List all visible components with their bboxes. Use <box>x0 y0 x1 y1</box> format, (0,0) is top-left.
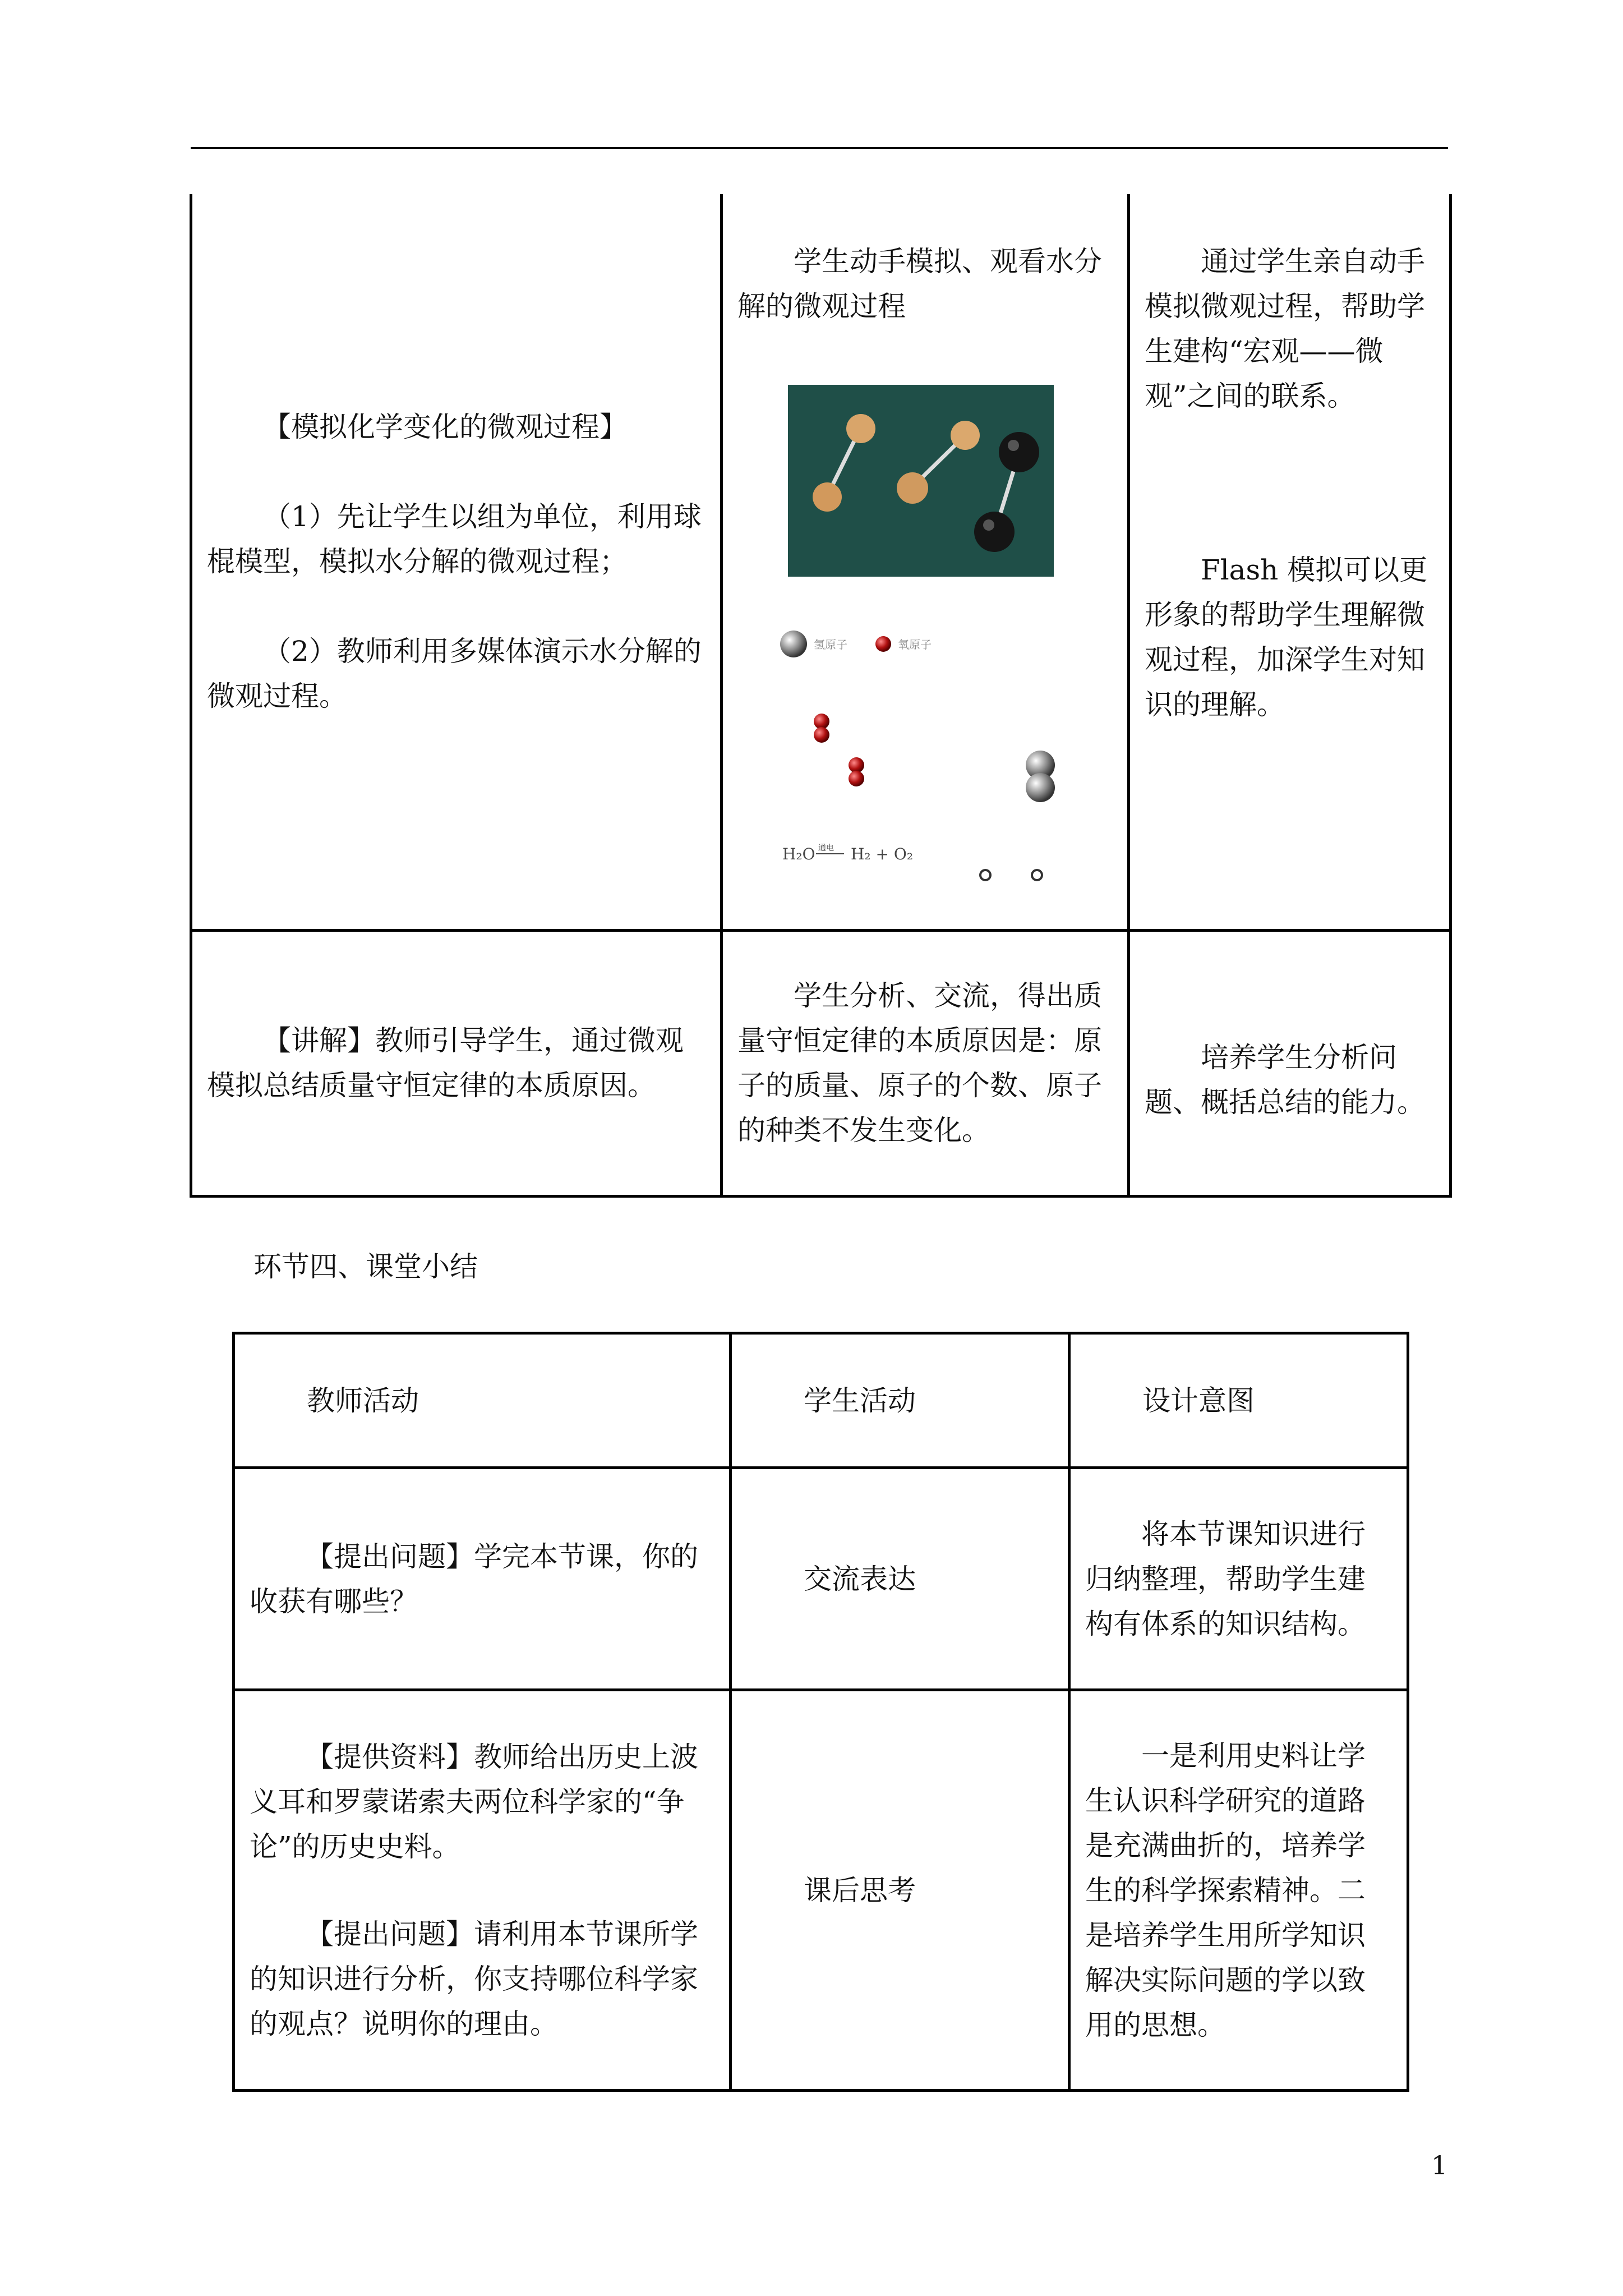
water-decomposition-animation <box>760 622 1096 908</box>
student-activity-text: 学生分析、交流，得出质量守恒定律的本质原因是：原子的质量、原子的个数、原子的种类不发生变化。 <box>737 979 1102 1147</box>
teacher-activity-cell <box>191 930 722 1196</box>
student-activity-cell: 课后思考 <box>731 1690 1069 2091</box>
activity-heading: 【模拟化学变化的微观过程】 <box>263 410 628 443</box>
design-intent-cell <box>1069 1690 1408 2091</box>
student-activity-cell <box>722 930 1129 1196</box>
teacher-activity-text: 【讲解】教师引导学生，通过微观模拟总结质量守恒定律的本质原因。 <box>207 1024 684 1102</box>
section-title: 环节四、课堂小结 <box>253 1250 478 1283</box>
design-intent-text: 培养学生分析问题、概括总结的能力。 <box>1145 1041 1425 1119</box>
equation-right: H₂ + O₂ <box>851 845 914 863</box>
teacher-activity-cell <box>191 194 722 930</box>
header-teacher-activity: 教师活动 <box>234 1333 731 1468</box>
legend-oxygen-label: 氧原子 <box>898 638 932 651</box>
equation-condition: 通电 <box>818 844 834 853</box>
teacher-activity-text: 【提出问题】学完本节课，你的收获有哪些？ <box>250 1540 698 1618</box>
teacher-activity-text-2: 【提出问题】请利用本节课所学的知识进行分析，你支持哪位科学家的观点？说明你的理由。 <box>250 1917 698 2040</box>
lesson-table-continued <box>190 194 1452 1198</box>
design-intent-text-1: 通过学生亲自动手模拟微观过程，帮助学生建构“宏观——微观”之间的联系。 <box>1145 245 1425 412</box>
teacher-activity-cell <box>234 1690 731 2091</box>
design-intent-text: 将本节课知识进行归纳整理，帮助学生建构有体系的知识结构。 <box>1085 1517 1366 1640</box>
student-activity-text: 学生动手模拟、观看水分解的微观过程 <box>737 245 1102 323</box>
equation-left: H₂O <box>782 845 815 863</box>
table-row <box>191 194 1451 930</box>
design-intent-cell <box>1129 194 1451 930</box>
student-activity-cell: 交流表达 <box>731 1468 1069 1690</box>
activity-step-1: （1）先让学生以组为单位，利用球棍模型，模拟水分解的微观过程； <box>207 500 702 578</box>
table-row <box>234 1690 1408 2091</box>
design-intent-text-2: Flash 模拟可以更形象的帮助学生理解微观过程，加深学生对知识的理解。 <box>1145 554 1428 721</box>
design-intent-text: 一是利用史料让学生认识科学研究的道路是充满曲折的，培养学生的科学探索精神。二是培养学生用所学知识解决实际问题的学以致用的思想。 <box>1085 1739 1366 2041</box>
table-header-row <box>234 1333 1408 1468</box>
summary-table <box>232 1332 1409 2092</box>
student-activity-cell <box>722 194 1129 930</box>
header-rule <box>191 147 1448 149</box>
legend-hydrogen-label: 氢原子 <box>814 638 847 651</box>
page-number: 1 <box>1431 2150 1448 2180</box>
table-row <box>191 930 1451 1196</box>
activity-step-2: （2）教师利用多媒体演示水分解的微观过程。 <box>207 634 702 712</box>
teacher-activity-cell <box>234 1468 731 1690</box>
table-row <box>234 1468 1408 1690</box>
header-design-intent: 设计意图 <box>1069 1333 1408 1468</box>
ball-stick-model-photo <box>788 385 1054 577</box>
design-intent-cell <box>1069 1468 1408 1690</box>
header-student-activity: 学生活动 <box>731 1333 1069 1468</box>
teacher-activity-text-1: 【提供资料】教师给出历史上波义耳和罗蒙诺索夫两位科学家的“争论”的历史史料。 <box>250 1740 698 1863</box>
design-intent-cell <box>1129 930 1451 1196</box>
